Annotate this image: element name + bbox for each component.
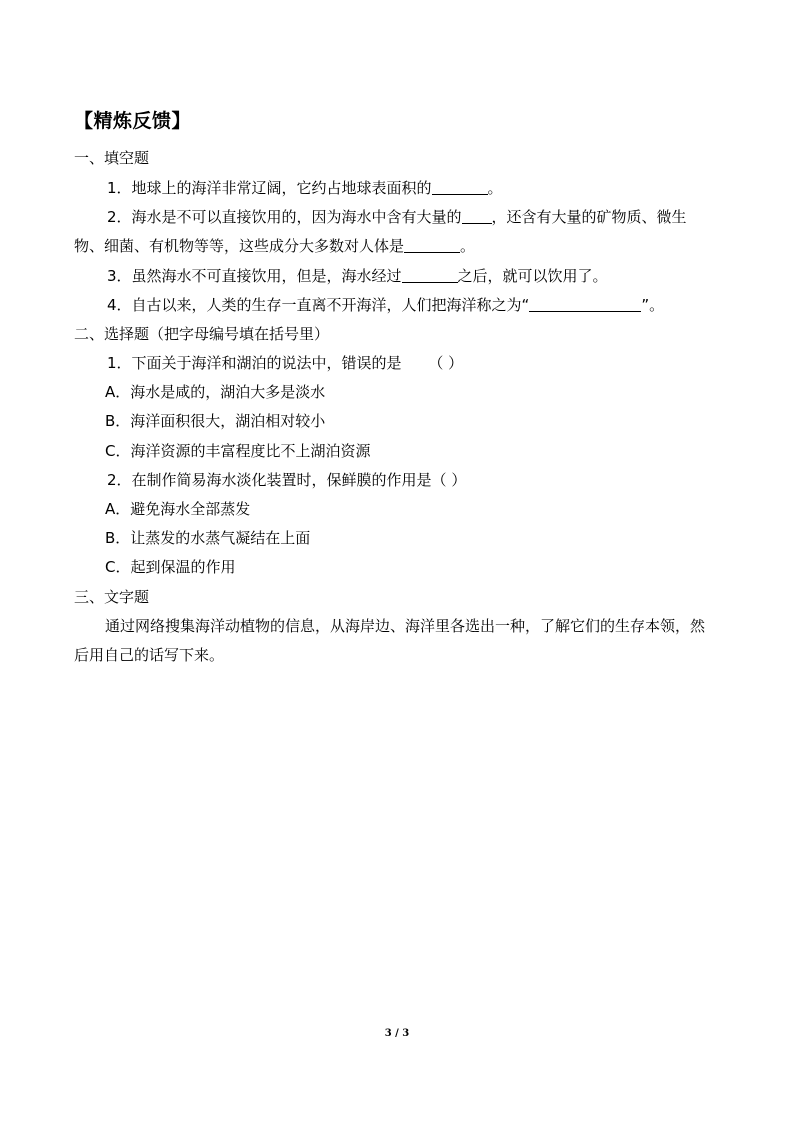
s2-question-2: 2．在制作简易海水淡化装置时，保鲜膜的作用是（ ） [107, 471, 467, 489]
s2-q1-option-a: A．海水是咸的，湖泊大多是淡水 [105, 383, 326, 401]
page-title: 【精炼反馈】 [74, 110, 192, 132]
s2-q1-option-c: C．海洋资源的丰富程度比不上湖泊资源 [105, 442, 371, 460]
section-2-heading: 二、选择题（把字母编号填在括号里） [74, 325, 330, 343]
s3-paragraph [74, 612, 714, 670]
answer-blank[interactable] [404, 237, 460, 253]
s3-paragraph-text: 通过网络搜集海洋动植物的信息，从海岸边、海洋里各选出一种，了解它们的生存本领，然后用自己的话写下来。 [74, 617, 706, 664]
s1-question-4 [107, 295, 664, 315]
s1-q2-text-b: ，还含有大量的矿物质、微生 [491, 208, 687, 226]
s2-q2-option-b: B．让蒸发的水蒸气凝结在上面 [105, 529, 311, 547]
answer-blank[interactable] [529, 296, 641, 312]
s1-q1-text-b: 。 [487, 179, 503, 197]
s1-question-3 [107, 266, 608, 286]
s1-question-1 [107, 178, 503, 198]
s1-q2-text-d: 。 [460, 237, 476, 255]
s1-q3-text-a: 3．虽然海水不可直接饮用，但是，海水经过 [107, 267, 402, 285]
section-1-heading: 一、填空题 [74, 149, 150, 167]
s2-q2-option-a: A．避免海水全部蒸发 [105, 500, 251, 518]
s1-q3-text-b: 之后，就可以饮用了。 [457, 267, 608, 285]
section-3-heading: 三、文字题 [74, 588, 150, 606]
s1-q4-text-b: ”。 [641, 296, 665, 314]
s1-q2-text-c: 物、细菌、有机物等等，这些成分大多数对人体是 [74, 237, 405, 255]
answer-blank[interactable] [462, 208, 492, 224]
s2-q2-option-c: C．起到保温的作用 [105, 558, 236, 576]
page-number: 3 / 3 [384, 1028, 410, 1039]
answer-blank[interactable] [402, 267, 458, 283]
s1-question-2-line-1 [107, 207, 687, 227]
s1-q2-text-a: 2．海水是不可以直接饮用的，因为海水中含有大量的 [107, 208, 462, 226]
answer-parentheses[interactable]: （ ） [428, 354, 464, 372]
s2-q1-option-b: B．海洋面积很大，湖泊相对较小 [105, 412, 326, 430]
answer-blank[interactable] [432, 179, 488, 195]
s1-question-2-line-2 [74, 236, 475, 256]
s2-q1-stem: 1．下面关于海洋和湖泊的说法中，错误的是 [107, 354, 402, 372]
s2-question-1 [107, 353, 463, 373]
s1-q4-text-a: 4．自古以来，人类的生存一直离不开海洋，人们把海洋称之为“ [107, 296, 530, 314]
s1-q1-text-a: 1．地球上的海洋非常辽阔，它约占地球表面积的 [107, 179, 432, 197]
